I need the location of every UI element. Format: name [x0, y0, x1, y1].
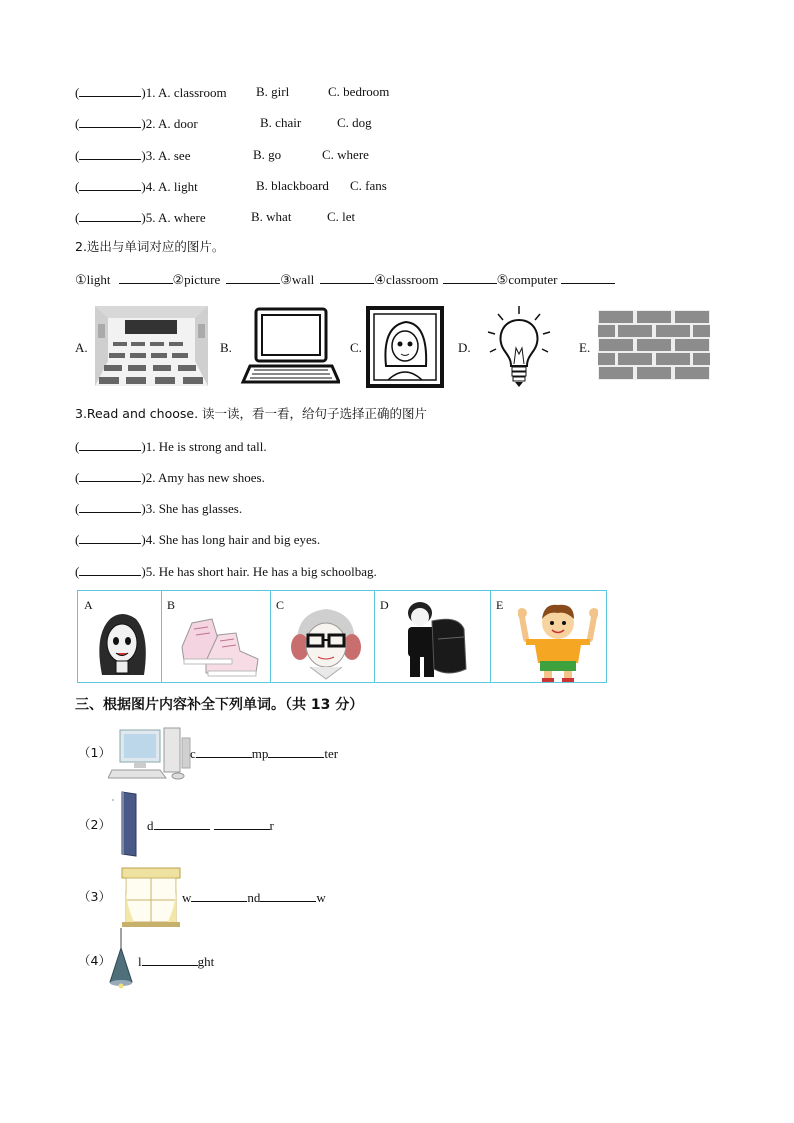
answer-blank[interactable]: [79, 209, 141, 222]
answer-blank[interactable]: [561, 271, 615, 284]
sentence-row: ( )3. She has glasses.: [75, 501, 243, 516]
answer-blank[interactable]: [79, 469, 141, 482]
light-bulb-picture: [482, 304, 556, 390]
picture-table: A B C D E: [77, 590, 607, 683]
answer-blank[interactable]: [214, 817, 270, 830]
question-row: ( )4. A. light: [75, 179, 198, 194]
question-row: ( )3. A. see: [75, 148, 191, 163]
answer-blank[interactable]: [320, 271, 374, 284]
answer-blank[interactable]: [79, 178, 141, 191]
answer-blank[interactable]: [268, 745, 324, 758]
answer-blank[interactable]: [79, 115, 141, 128]
answer-blank[interactable]: [191, 889, 247, 902]
answer-blank[interactable]: [79, 438, 141, 451]
answer-blank[interactable]: [196, 745, 252, 758]
word-completion-row: d r: [147, 818, 274, 833]
answer-blank[interactable]: [79, 531, 141, 544]
answer-blank[interactable]: [79, 147, 141, 160]
answer-blank[interactable]: [79, 563, 141, 576]
answer-blank[interactable]: [79, 500, 141, 513]
brick-wall-picture: [598, 310, 710, 380]
question-row: ( )1. A. classroom: [75, 85, 227, 100]
door-picture: [112, 790, 142, 858]
section-2-title: 2.选出与单词对应的图片。: [75, 239, 225, 254]
pink-shoes-picture: [178, 609, 264, 679]
word-completion-row: l ght: [138, 954, 215, 969]
boy-schoolbag-picture: [398, 599, 472, 681]
girl-glasses-picture: [288, 603, 364, 681]
answer-blank[interactable]: [226, 271, 280, 284]
sentence-row: ( )2. Amy has new shoes.: [75, 470, 265, 485]
lamp-picture: [106, 928, 136, 990]
question-row: ( )2. A. door: [75, 116, 198, 131]
sentence-row: ( )1. He is strong and tall.: [75, 439, 267, 454]
answer-blank[interactable]: [79, 84, 141, 97]
girl-long-hair-picture: [92, 605, 152, 681]
word-list: ①light ②picture ③wall ④classroom ⑤computer: [75, 271, 615, 288]
answer-blank[interactable]: [260, 889, 316, 902]
answer-blank[interactable]: [142, 953, 198, 966]
portrait-picture: [366, 306, 444, 388]
laptop-picture: [240, 306, 340, 386]
section-3-title: 3.Read and choose. 读一读，看一看，给句子选择正确的图片: [75, 406, 428, 421]
sentence-row: ( )5. He has short hair. He has a big schoolbag.: [75, 564, 377, 579]
strong-boy-picture: [518, 599, 598, 683]
part-3-title: 三、根据图片内容补全下列单词。（共 13 分）: [75, 697, 364, 713]
answer-blank[interactable]: [443, 271, 497, 284]
word-completion-row: c mp ter: [190, 746, 339, 761]
classroom-picture: [95, 306, 208, 386]
answer-blank[interactable]: [119, 271, 173, 284]
answer-blank[interactable]: [154, 817, 210, 830]
computer-picture: [108, 724, 192, 782]
question-row: ( )5. A. where: [75, 210, 206, 225]
word-completion-row: w nd w: [182, 890, 326, 905]
window-picture: [120, 866, 182, 928]
sentence-row: ( )4. She has long hair and big eyes.: [75, 532, 321, 547]
